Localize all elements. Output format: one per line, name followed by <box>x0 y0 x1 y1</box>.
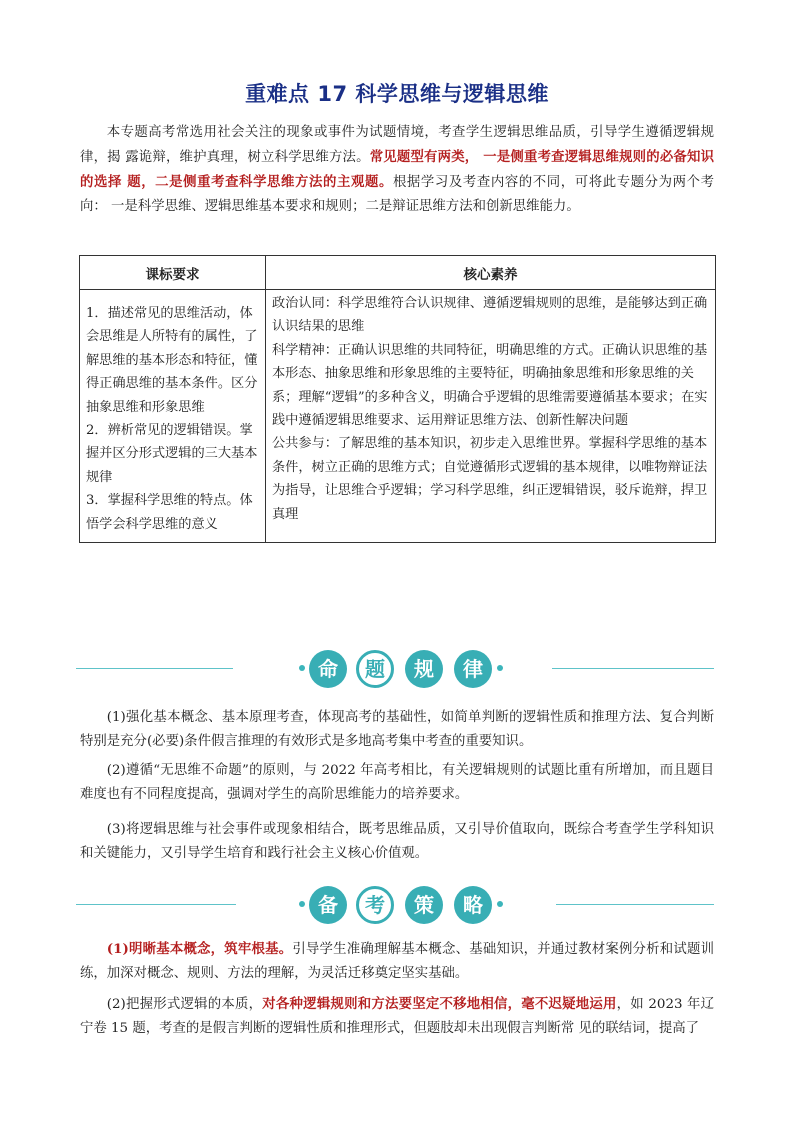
banner-char-4: 律 <box>454 650 492 688</box>
header-curriculum: 课标要求 <box>80 256 266 290</box>
intro-highlight: 常见题型有两类， 一是侧重考查逻辑思维规则的必备知识的选择 题，二是侧重考查科学思维方法的主观题。 <box>80 149 714 190</box>
strategy-2-text-b: ，如 2023 年辽宁卷 15 题，考查的是假言判断的逻辑性质和推理形式，但题肢却未出现假言判断常 见的联结词，提高了 <box>80 997 715 1036</box>
banner-char-2: 考 <box>356 886 394 924</box>
rule-2: (2)遵循“无思维不命题”的原则，与 2022 年高考相比，有关逻辑规则的试题比重有所增加，而且题目难度也有不同程度提高，强调对学生的高阶思维能力的培养要求。 <box>80 763 714 802</box>
banner-char-3: 规 <box>405 650 443 688</box>
strategy-2-highlight: 对各种逻辑规则和方法要坚定不移地相信，毫不迟疑地运用 <box>262 996 617 1012</box>
table-row <box>80 290 716 543</box>
header-core-literacy: 核心素养 <box>266 256 716 290</box>
banner-right-line <box>552 668 714 669</box>
rule-1: (1)强化基本概念、基本原理考查，体现高考的基础性，如简单判断的逻辑性质和推理方法、复合判断特别是充分(必要)条件假言推理的有效形式是多地高考集中考查的重要知识。 <box>80 710 714 749</box>
banner-dot-icon <box>497 665 503 671</box>
banner-dot-icon <box>299 665 305 671</box>
strategy-2-text-a: (2)把握形式逻辑的本质， <box>106 997 263 1012</box>
core-literacy-cell <box>266 290 716 543</box>
standards-table <box>79 255 716 543</box>
strategy-1 <box>80 937 714 986</box>
curriculum-cell <box>80 290 266 543</box>
strategy-1-highlight: (1)明晰基本概念，筑牢根基。 <box>106 941 293 957</box>
banner-char-1: 命 <box>309 650 347 688</box>
intro-text-1: 本专题高考常选用社会关注的现象或事件为试题情境，考查学生逻辑思维品质，引导学生遵循逻辑规律，揭 露诡辩，维护真理，树立科学思维方法。 <box>80 125 714 165</box>
intro-text-2: 根据学习及考查内容的不同，可将此专题分为两个考向： 一是科学思维、逻辑思维基本要求和规则；二是辩证思维方法和创新思维能力。 <box>80 175 714 214</box>
literacy-participation: 公共参与：了解思维的基本知识，初步走入思维世界。掌握科学思维的基本条件，树立正确的思维方式；自觉遵循形式逻辑的基本规律，以唯物辩证法为指导，让思维合乎逻辑；学习科学思维，纠正逻辑错误，驳斥诡辩，捍卫真理 <box>272 436 708 522</box>
section-banner-rules <box>0 644 794 694</box>
literacy-science: 科学精神：正确认识思维的共同特征，明确思维的方式。正确认识思维的基本形态、抽象思维和形象思维的主要特征，明确抽象思维和形象思维的关系；理解“逻辑”的多种含义，明确合乎逻辑的思维需要遵循基本要求；在实践中遵循逻辑思维要求、运用辩证思维方法、创新性解决问题 <box>272 342 708 429</box>
banner-char-3: 策 <box>405 886 443 924</box>
banner-char-2: 题 <box>356 650 394 688</box>
section-banner-strategy <box>0 880 794 930</box>
banner-left-line <box>76 668 233 669</box>
banner-dot-icon <box>299 901 305 907</box>
page-title: 重难点 17 科学思维与逻辑思维 <box>245 82 549 106</box>
strategy-2 <box>80 992 714 1041</box>
banner-left-line <box>76 904 236 905</box>
banner-right-line <box>556 904 714 905</box>
banner-char-4: 略 <box>454 886 492 924</box>
rule-3: (3)将逻辑思维与社会事件或现象相结合，既考思维品质，又引导价值取向，既综合考查学生学科知识和关键能力，又引导学生培育和践行社会主义核心价值观。 <box>80 822 714 861</box>
banner-dot-icon <box>497 901 503 907</box>
intro-paragraph <box>80 121 714 219</box>
literacy-political: 政治认同：科学思维符合认识规律、遵循逻辑规则的思维，是能够达到正确认识结果的思维 <box>272 296 708 335</box>
table-header-row <box>80 256 716 290</box>
curriculum-text: 1．描述常见的思维活动，体会思维是人所特有的属性，了解思维的基本形态和特征，懂得正确思维的基本条件。区分抽象思维和形象思维 2．辨析常见的逻辑错误。掌握并区分形式逻辑的三大基本规律 3．掌握科学思维的特点。体悟学会科学思维的意义 <box>86 306 258 532</box>
banner-char-1: 备 <box>309 886 347 924</box>
strategy-1-text: 引导学生准确理解基本概念、基础知识，并通过教材案例分析和试题训练，加深对概念、规则、方法的理解，为灵活迁移奠定坚实基础。 <box>80 942 714 981</box>
